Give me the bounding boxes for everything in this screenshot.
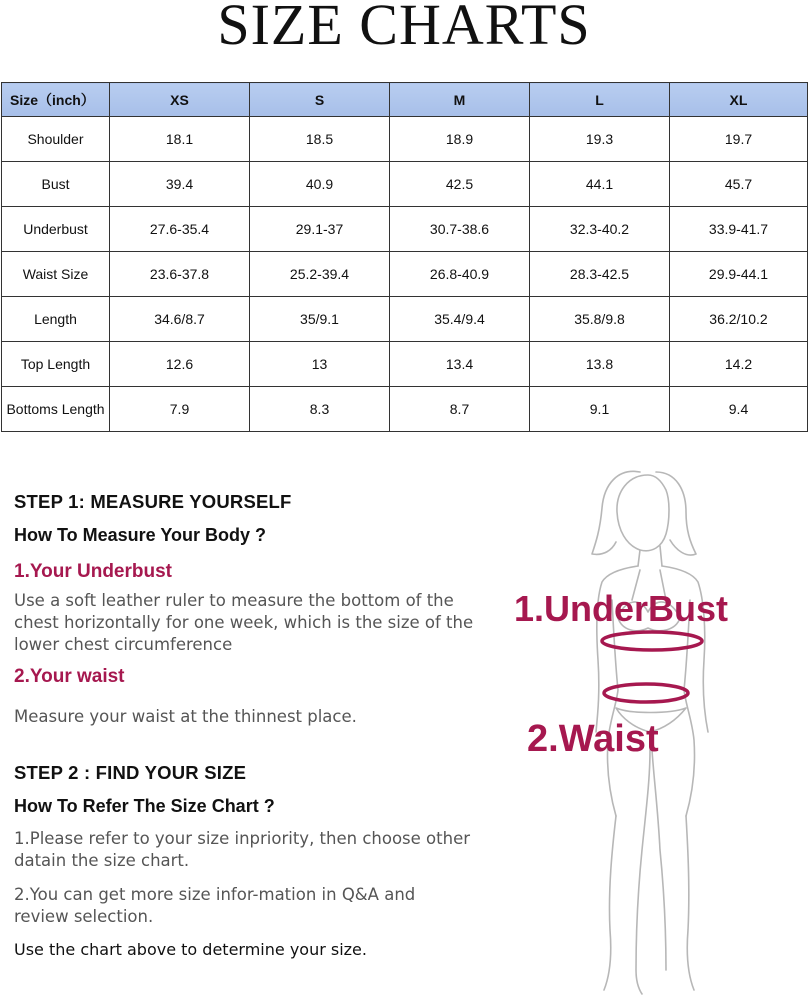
measurement-value: 30.7-38.6	[390, 207, 530, 252]
size-column-header: L	[530, 83, 670, 117]
measurement-value: 9.4	[670, 387, 808, 432]
measurement-value: 27.6-35.4	[110, 207, 250, 252]
measurement-value: 33.9-41.7	[670, 207, 808, 252]
waist-measure-line	[604, 684, 688, 702]
measurement-label: Waist Size	[2, 252, 110, 297]
measurement-value: 13.4	[390, 342, 530, 387]
measurement-value: 7.9	[110, 387, 250, 432]
measurement-label: Length	[2, 297, 110, 342]
measurement-value: 32.3-40.2	[530, 207, 670, 252]
size-column-header: XS	[110, 83, 250, 117]
measurement-label: Underbust	[2, 207, 110, 252]
measurement-value: 18.5	[250, 117, 390, 162]
measurement-value: 42.5	[390, 162, 530, 207]
measurement-value: 44.1	[530, 162, 670, 207]
table-row	[2, 117, 808, 162]
table-row	[2, 162, 808, 207]
measurement-value: 40.9	[250, 162, 390, 207]
measurement-label: Bottoms Length	[2, 387, 110, 432]
table-row	[2, 387, 808, 432]
measurement-value: 14.2	[670, 342, 808, 387]
size-chart-note-1: 1.Please refer to your size inpriority, then choose other datain the size chart.	[14, 829, 471, 870]
measurement-value: 39.4	[110, 162, 250, 207]
measurement-value: 23.6-37.8	[110, 252, 250, 297]
size-chart-table	[1, 82, 808, 432]
size-header-row	[2, 83, 808, 117]
measurement-value: 19.3	[530, 117, 670, 162]
underbust-measure-line	[602, 632, 702, 650]
table-row	[2, 297, 808, 342]
measurement-value: 18.9	[390, 117, 530, 162]
measurement-value: 8.3	[250, 387, 390, 432]
size-unit-header: Size（inch）	[2, 83, 110, 117]
measurement-value: 19.7	[670, 117, 808, 162]
measurement-value: 36.2/10.2	[670, 297, 808, 342]
page-title: SIZE CHARTS	[217, 0, 591, 57]
measurement-label: Top Length	[2, 342, 110, 387]
measurement-label: Bust	[2, 162, 110, 207]
size-column-header: M	[390, 83, 530, 117]
underbust-title: 1.Your Underbust	[14, 561, 172, 582]
step2-heading: STEP 2 : FIND YOUR SIZE	[14, 762, 247, 783]
table-row	[2, 252, 808, 297]
measurement-value: 35.4/9.4	[390, 297, 530, 342]
table-row	[2, 342, 808, 387]
step1-subheading: How To Measure Your Body ?	[14, 525, 267, 545]
measurement-value: 28.3-42.5	[530, 252, 670, 297]
measurement-value: 8.7	[390, 387, 530, 432]
table-row	[2, 207, 808, 252]
underbust-callout: 1.UnderBust	[514, 588, 729, 629]
measurement-value: 45.7	[670, 162, 808, 207]
measurement-value: 35.8/9.8	[530, 297, 670, 342]
measurement-value: 13.8	[530, 342, 670, 387]
measurement-value: 9.1	[530, 387, 670, 432]
measurement-value: 34.6/8.7	[110, 297, 250, 342]
measurement-value: 29.9-44.1	[670, 252, 808, 297]
measurement-label: Shoulder	[2, 117, 110, 162]
step2-subheading: How To Refer The Size Chart ?	[14, 796, 275, 816]
size-column-header: S	[250, 83, 390, 117]
size-chart-footer: Use the chart above to determine your size.	[14, 940, 367, 959]
measurement-value: 12.6	[110, 342, 250, 387]
measurement-value: 35/9.1	[250, 297, 390, 342]
size-chart-note-2: 2.You can get more size infor-mation in Q&A and review selection.	[14, 885, 416, 926]
step1-heading: STEP 1: MEASURE YOURSELF	[14, 491, 292, 512]
measurement-value: 18.1	[110, 117, 250, 162]
measurement-value: 29.1-37	[250, 207, 390, 252]
size-column-header: XL	[670, 83, 808, 117]
waist-title: 2.Your waist	[14, 666, 125, 687]
measurement-value: 26.8-40.9	[390, 252, 530, 297]
underbust-instructions: Use a soft leather ruler to measure the bottom of the chest horizontally for one week, which is the size of the lower chest circumference	[14, 591, 474, 654]
waist-instructions: Measure your waist at the thinnest place.	[14, 707, 357, 726]
waist-callout: 2.Waist	[527, 718, 659, 760]
measurement-value: 25.2-39.4	[250, 252, 390, 297]
measurement-value: 13	[250, 342, 390, 387]
